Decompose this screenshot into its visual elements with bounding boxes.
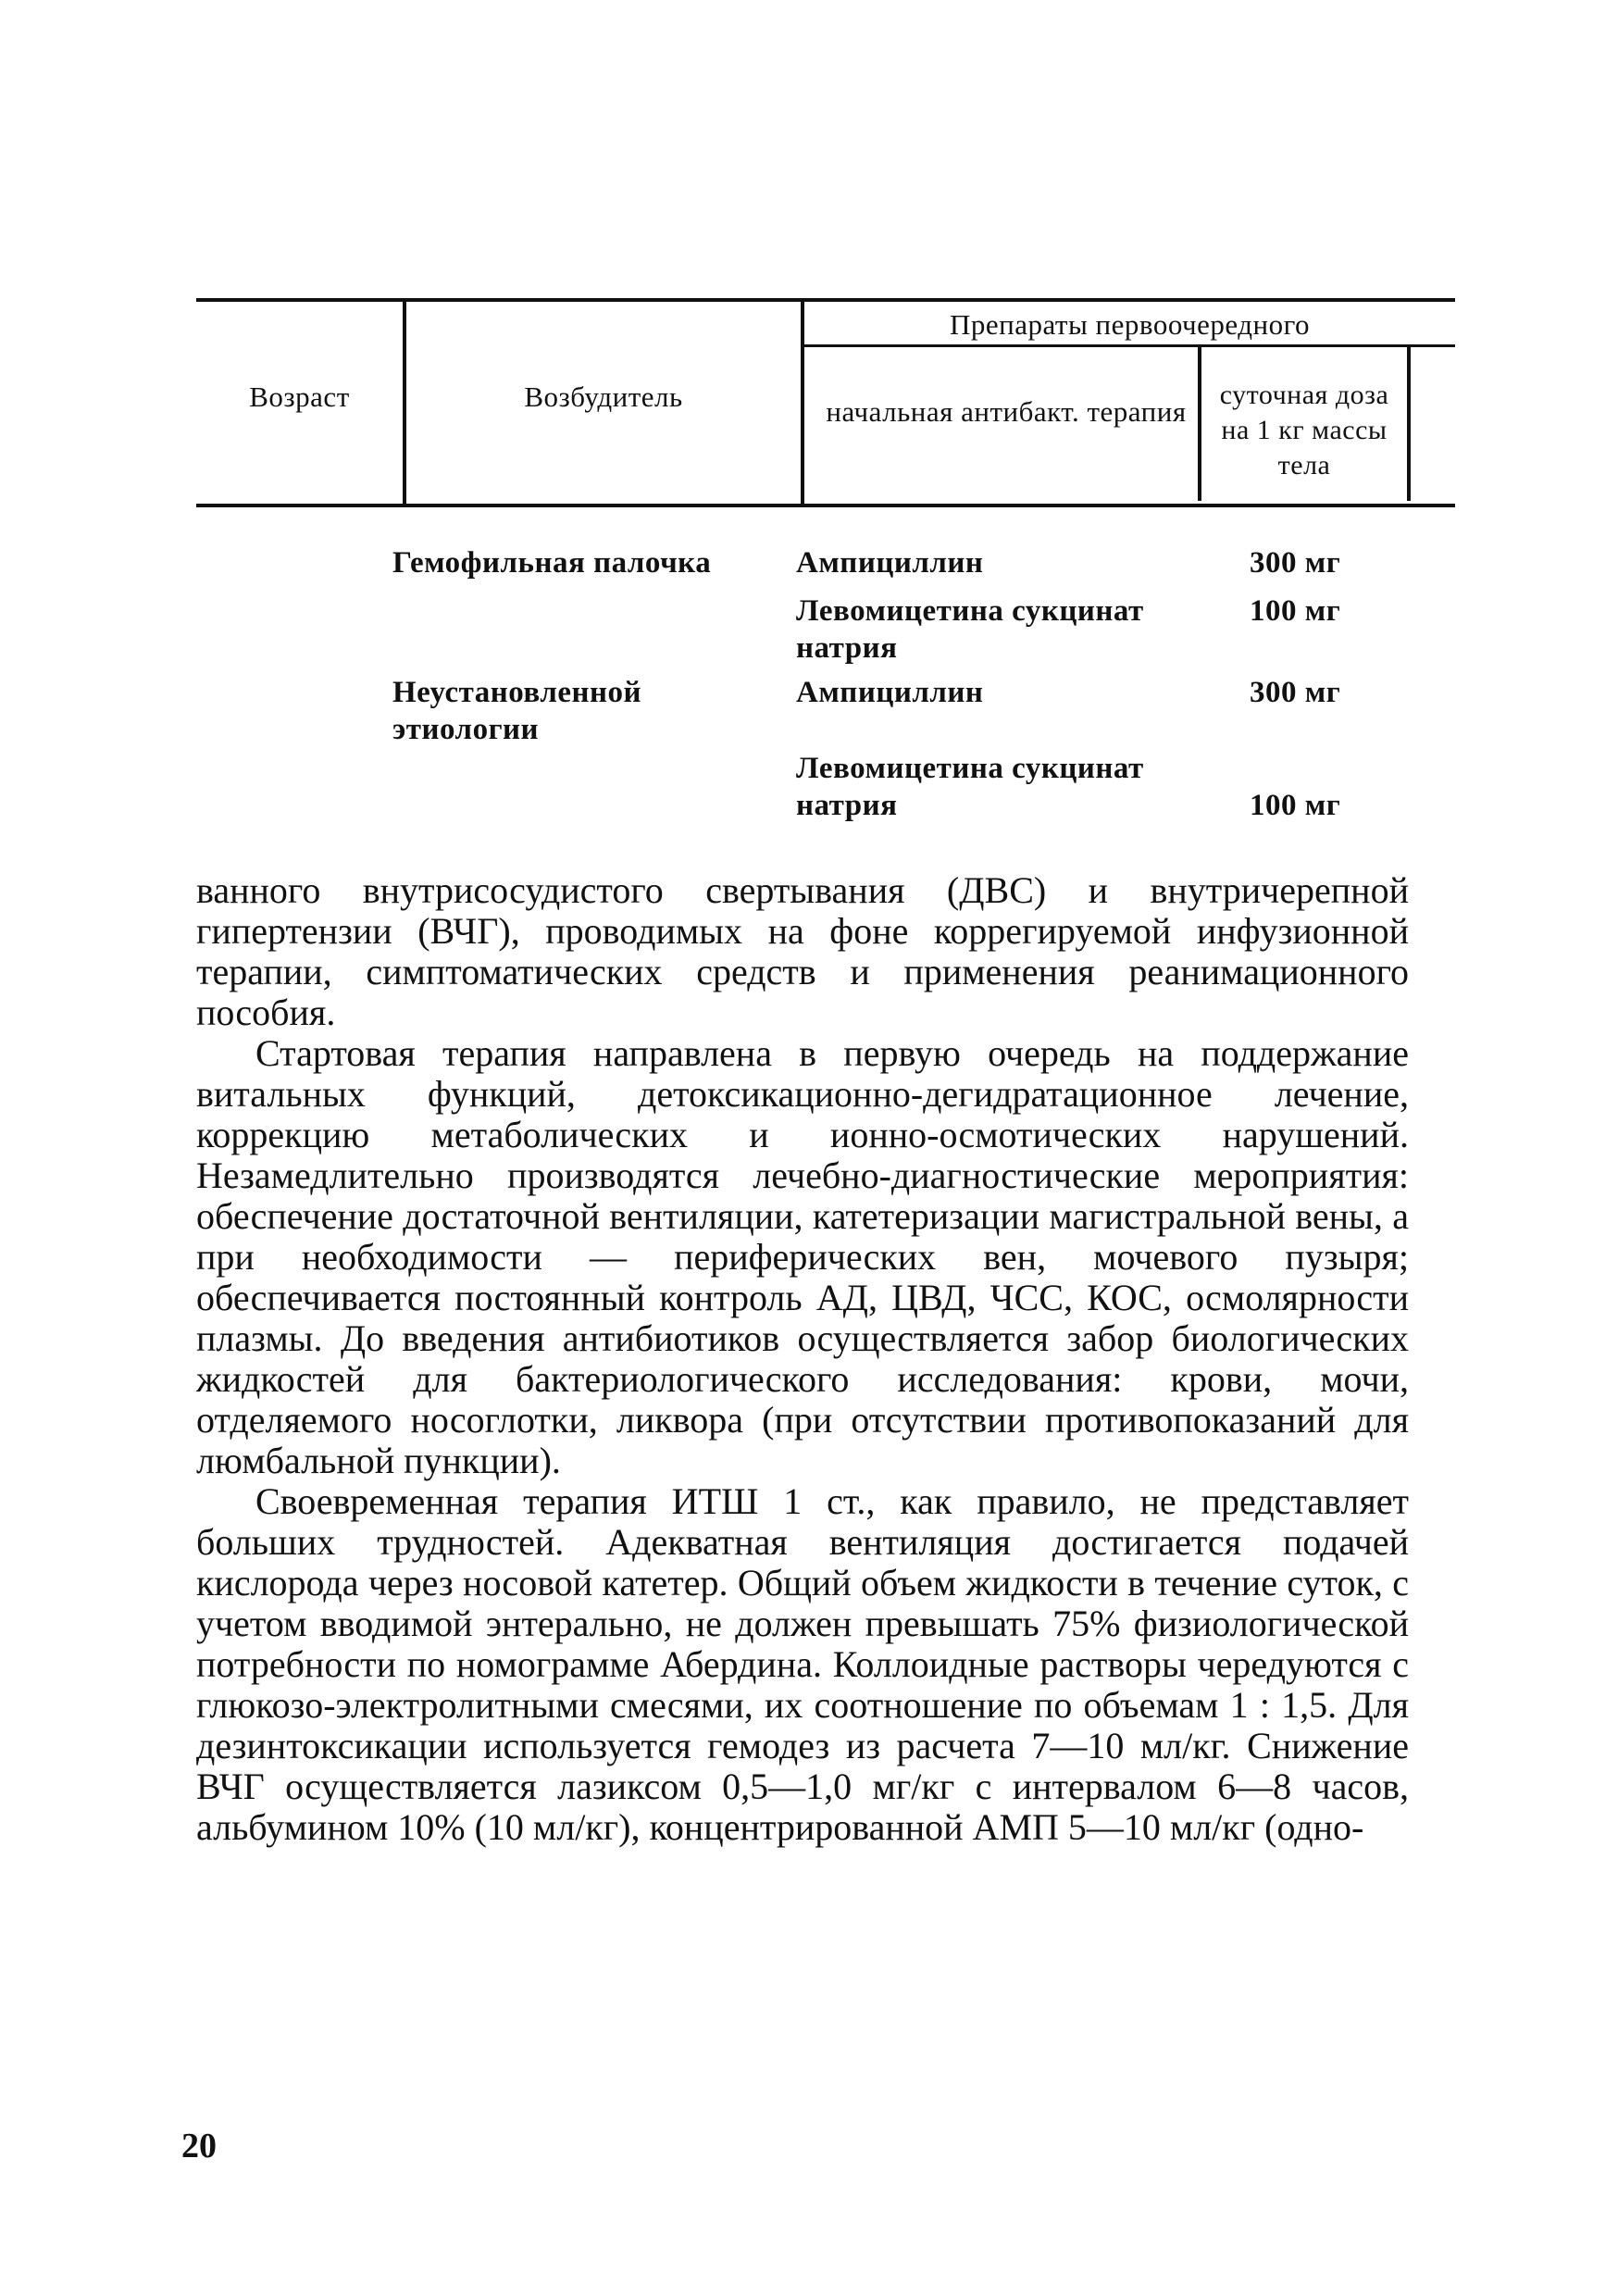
- header-pathogen: Возбудитель: [524, 381, 683, 413]
- cell-dose: 300 мг: [1250, 546, 1341, 580]
- table-top-rule: [196, 298, 1455, 302]
- cell-dose: 100 мг: [1250, 594, 1341, 628]
- cell-pathogen: Гемофильная палочка: [392, 546, 712, 580]
- cell-drug: Ампициллин: [796, 676, 984, 709]
- cell-pathogen: Неустановленной этиологии: [392, 676, 642, 746]
- cell-drug: Левомицетина сукцинат натрия: [796, 752, 1144, 822]
- group-header-rule: [803, 344, 1455, 347]
- column-divider: [1198, 347, 1201, 501]
- cell-dose: 300 мг: [1250, 676, 1341, 709]
- cell-drug: Левомицетина сукцинат натрия: [796, 594, 1144, 665]
- paragraph: Своевременная терапия ИТШ 1 ст., как правило, не представляет больших трудностей. Адекватная вентиляция достигается подачей кислорода через носовой катетер. Общий объем жидкости в течение суток, с учетом вводимой энтерально, не должен превышать 75% физиологической потребности по номограмме Абердина. Коллоидные растворы чередуются с глюкозо-электролитными смесями, их соотношение по объемам 1 : 1,5. Для дезинтоксикации используется гемодез из расчета 7—10 мл/кг. Снижение ВЧГ осуществляется лазиксом 0,5—1,0 мг/кг с интервалом 6—8 часов, альбумином 10% (10 мл/кг), концентрированной АМП 5—10 мл/кг (одно-: [196, 1480, 1409, 1848]
- paragraph: ванного внутрисосудистого свертывания (ДВС) и внутричерепной гипертензии (ВЧГ), проводимых на фоне коррегируемой инфузионной терапии, симптоматических средств и применения реанимационного пособия.: [196, 869, 1409, 1033]
- paragraph: Стартовая терапия направлена в первую очередь на поддержание витальных функций, детоксикационно-дегидратационное лечение, коррекцию метаболических и ионно-осмотических нарушений. Незамедлительно производятся лечебно-диагностические мероприятия: обеспечение достаточной вентиляции, катетеризации магистральной вены, а при необходимости — периферических вен, мочевого пузыря; обеспечивается постоянный контроль АД, ЦВД, ЧСС, КОС, осмолярности плазмы. До введения антибиотиков осуществляется забор биологических жидкостей для бактериологического исследования: крови, мочи, отделяемого носоглотки, ликвора (при отсутствии противопоказаний для люмбальной пункции).: [196, 1032, 1409, 1481]
- header-age: Возраст: [249, 381, 350, 413]
- header-daily-dose: суточная доза на 1 кг массы тела: [1219, 380, 1389, 480]
- cell-drug: Ампициллин: [796, 546, 984, 580]
- header-initial-therapy: начальная антибакт. терапия: [826, 395, 1187, 428]
- page-number: 20: [181, 2127, 217, 2165]
- header-bottom-rule: [196, 504, 1455, 507]
- cell-dose: 100 мг: [1250, 789, 1341, 822]
- main-text: [196, 870, 1409, 1848]
- column-divider: [1407, 347, 1411, 501]
- header-first-line-drugs: Препараты первоочередного: [949, 308, 1311, 341]
